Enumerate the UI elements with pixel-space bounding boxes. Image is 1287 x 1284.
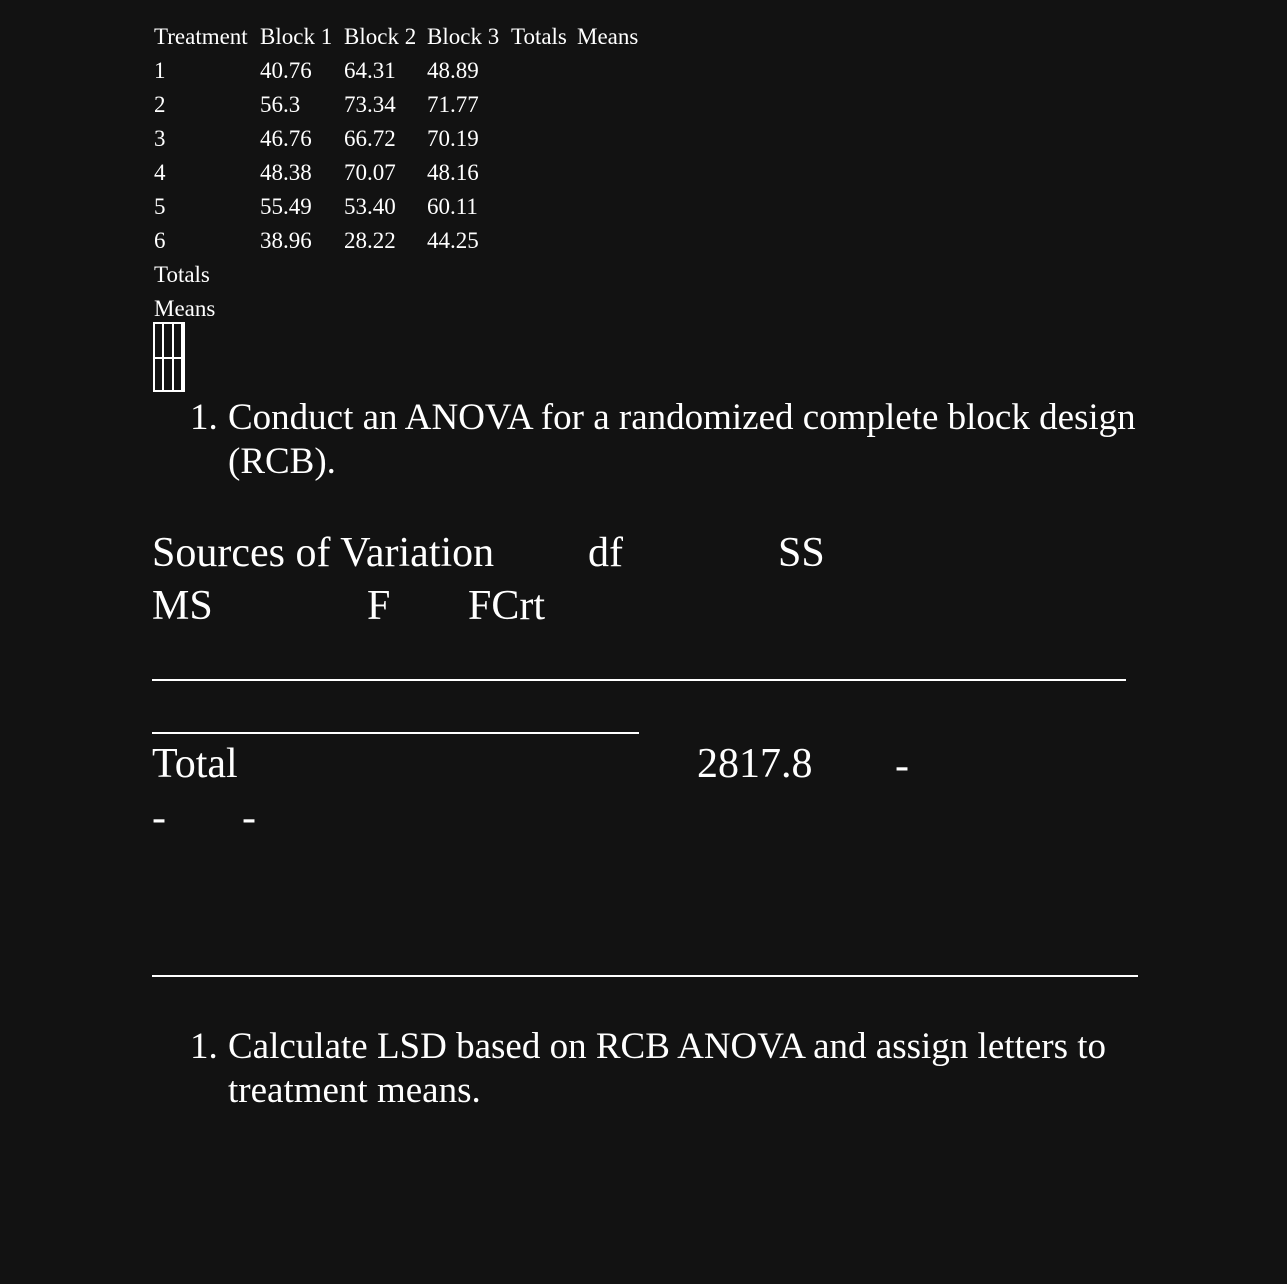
block-1-cell: 56.3	[260, 92, 301, 117]
anova-total-ms-dash: -	[895, 743, 909, 789]
anova-header-rule	[152, 679, 1126, 681]
anova-total-fcrt-dash: -	[242, 795, 256, 841]
header-block-2: Block 2	[344, 24, 417, 49]
block-3-cell: 48.89	[427, 58, 479, 83]
block-1-cell: 38.96	[260, 228, 312, 253]
table-grid-icon	[153, 322, 185, 392]
anova-col-sources: Sources of Variation	[152, 530, 495, 576]
anova-col-f: F	[367, 583, 391, 629]
treatment-cell: 3	[154, 126, 166, 151]
anova-body-rule	[152, 732, 639, 734]
block-3-cell: 60.11	[427, 194, 478, 219]
block-3-cell: 44.25	[427, 228, 479, 253]
block-2-cell: 73.34	[344, 92, 396, 117]
totals-label: Totals	[154, 262, 210, 287]
question-1-number: 1.	[190, 397, 218, 438]
anova-bottom-rule	[152, 975, 1138, 977]
means-label: Means	[154, 296, 216, 321]
block-2-cell: 28.22	[344, 228, 396, 253]
question-2-number: 1.	[190, 1026, 218, 1067]
block-2-cell: 70.07	[344, 160, 396, 185]
block-3-cell: 71.77	[427, 92, 479, 117]
anova-total-ss: 2817.8	[697, 741, 813, 787]
block-2-cell: 64.31	[344, 58, 396, 83]
block-1-cell: 48.38	[260, 160, 312, 185]
anova-col-fcrt: FCrt	[468, 583, 546, 629]
header-block-3: Block 3	[427, 24, 500, 49]
header-totals: Totals	[511, 24, 567, 49]
anova-col-ms: MS	[152, 583, 213, 629]
treatment-cell: 2	[154, 92, 166, 117]
header-block-1: Block 1	[260, 24, 333, 49]
anova-total-f-dash: -	[152, 795, 166, 841]
block-1-cell: 46.76	[260, 126, 312, 151]
block-1-cell: 55.49	[260, 194, 312, 219]
block-1-cell: 40.76	[260, 58, 312, 83]
treatment-cell: 4	[154, 160, 166, 185]
anova-total-label: Total	[152, 741, 238, 787]
block-3-cell: 48.16	[427, 160, 479, 185]
question-1-text: Conduct an ANOVA for a randomized complete block design (RCB).	[228, 397, 1136, 482]
treatment-cell: 1	[154, 58, 166, 83]
block-2-cell: 53.40	[344, 194, 396, 219]
anova-col-ss: SS	[778, 530, 825, 576]
block-2-cell: 66.72	[344, 126, 396, 151]
question-2-text: Calculate LSD based on RCB ANOVA and assign letters to treatment means.	[228, 1026, 1106, 1111]
treatment-cell: 5	[154, 194, 166, 219]
treatment-cell: 6	[154, 228, 166, 253]
block-3-cell: 70.19	[427, 126, 479, 151]
header-means: Means	[577, 24, 639, 49]
anova-col-df: df	[588, 530, 623, 576]
header-treatment: Treatment	[154, 24, 248, 49]
